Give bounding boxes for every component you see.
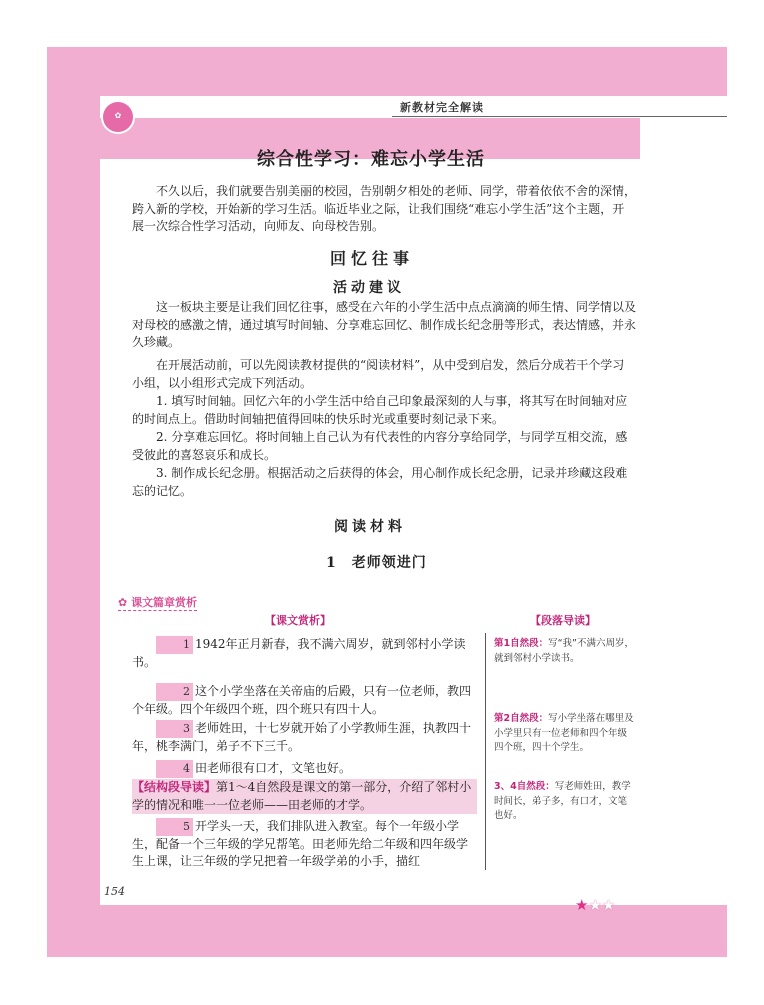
side-note-3 (494, 780, 634, 824)
structure-note (132, 779, 477, 814)
header-band (100, 96, 640, 118)
activity-paragraph-4: 2. 分享难忘回忆。将时间轴上自己认为有代表性的内容分享给同学，与同学互相交流，感受彼此的喜怒哀乐和成长。 (132, 430, 628, 462)
difficulty-rating (575, 896, 615, 914)
text-paragraph-2 (132, 683, 477, 718)
text-paragraph-5 (132, 818, 477, 871)
page-title: 综合性学习：难忘小学生活 (257, 149, 485, 170)
badge-label: 课文篇章赏析 (131, 596, 198, 609)
activity-paragraph-3: 1. 填写时间轴。回忆六年的小学生活中给自己印象最深刻的人与事，将其写在时间轴对应的时间点上。借助时间轴把值得回味的快乐时光或重要时刻记录下来。 (132, 394, 628, 426)
side-note-label: 第1自然段： (494, 638, 549, 649)
paragraph-number: 3 (156, 720, 193, 738)
paragraph-text: 1942年正月新春，我不满六周岁，就到邻村小学读书。 (132, 637, 466, 669)
paragraph-text: 老师姓田，十七岁就开始了小学教师生涯，执教四十年，桃李满门，弟子不下三千。 (132, 721, 472, 753)
star-filled-icon: ★ (575, 896, 589, 914)
side-note-text: 写老师姓田，教学时间长，弟子多，有口才，文笔也好。 (494, 781, 631, 821)
structure-text: 第1～4自然段是课文的第一部分，介绍了邻村小学的情况和唯一一位老师——田老师的才学。 (132, 780, 472, 812)
section-badge (118, 594, 197, 611)
page-frame-bottom (47, 905, 727, 957)
paragraph-number: 4 (156, 760, 193, 778)
text-paragraph-1 (132, 636, 477, 671)
side-note-label: 3、4自然段： (494, 781, 555, 792)
paragraph-number: 5 (156, 818, 193, 836)
structure-label: 【结构段导读】 (132, 780, 217, 794)
activity-paragraph-1: 这一板块主要是让我们回忆往事，感受在六年的小学生活中点点滴滴的师生情、同学情以及对母校的感激之情，通过填写时间轴、分享难忘回忆、制作成长纪念册等形式，表达情感，并永久珍藏。 (132, 300, 637, 349)
side-note-1 (494, 637, 634, 666)
reading-heading: 阅读材料 (334, 519, 406, 535)
series-title: 新教材完全解读 (400, 101, 484, 114)
paragraph-text: 开学头一天，我们排队进入教室。每个一年级小学生，配备一个三年级的学兄帮笔。田老师先给二年级和四年级学生上课，让三年级的学兄把着一年级学弟的小手，描红 (132, 819, 469, 868)
column-divider (485, 633, 486, 870)
side-note-label: 第2自然段： (494, 713, 549, 724)
text-paragraph-4 (132, 760, 477, 778)
page-frame-left (47, 47, 100, 957)
side-note-2 (494, 712, 634, 756)
header-rule (392, 116, 727, 117)
intro-paragraph: 不久以后，我们就要告别美丽的校园，告别朝夕相处的老师、同学，带着依依不舍的深情，跨入新的学校，开始新的学习生活。临近毕业之际，让我们围绕“难忘小学生活”这个主题，开展一次综合性学习活动，向师友、向母校告别。 (132, 184, 637, 233)
star-empty-icon: ★ (601, 896, 616, 914)
side-note-text: 写小学坐落在哪里及小学里只有一位老师和四个年级四个班，四十个学生。 (494, 713, 634, 753)
column-heading-guide: 【段落导读】 (530, 614, 596, 627)
star-empty-icon: ★ (588, 896, 602, 914)
page-number: 154 (104, 885, 125, 898)
paragraph-number: 1 (156, 636, 193, 654)
header-right-panel (640, 96, 727, 159)
lesson-title: 1 老师领进门 (326, 555, 427, 571)
activity-heading: 活动建议 (333, 280, 405, 296)
paragraph-number: 2 (156, 683, 193, 701)
activity-paragraph-5: 3. 制作成长纪念册。根据活动之后获得的体会，用心制作成长纪念册，记录并珍藏这段难忘的记忆。 (132, 466, 628, 498)
series-logo-icon: ✿ (101, 100, 135, 134)
paragraph-text: 这个小学坐落在关帝庙的后殿，只有一位老师，教四个年级。四个年级四个班，四个班只有四十人。 (132, 684, 472, 716)
flower-icon: ✿ (118, 596, 128, 609)
side-note-text: 写“我”不满六周岁，就到邻村小学读书。 (494, 638, 634, 664)
paragraph-text: 田老师很有口才，文笔也好。 (195, 761, 352, 775)
text-paragraph-3 (132, 720, 477, 755)
column-heading-analysis: 【课文赏析】 (265, 614, 331, 627)
section-heading: 回忆往事 (330, 249, 415, 268)
activity-paragraph-2: 在开展活动前，可以先阅读教材提供的“阅读材料”，从中受到启发，然后分成若干个学习小组，以小组形式完成下列活动。 (132, 358, 625, 390)
